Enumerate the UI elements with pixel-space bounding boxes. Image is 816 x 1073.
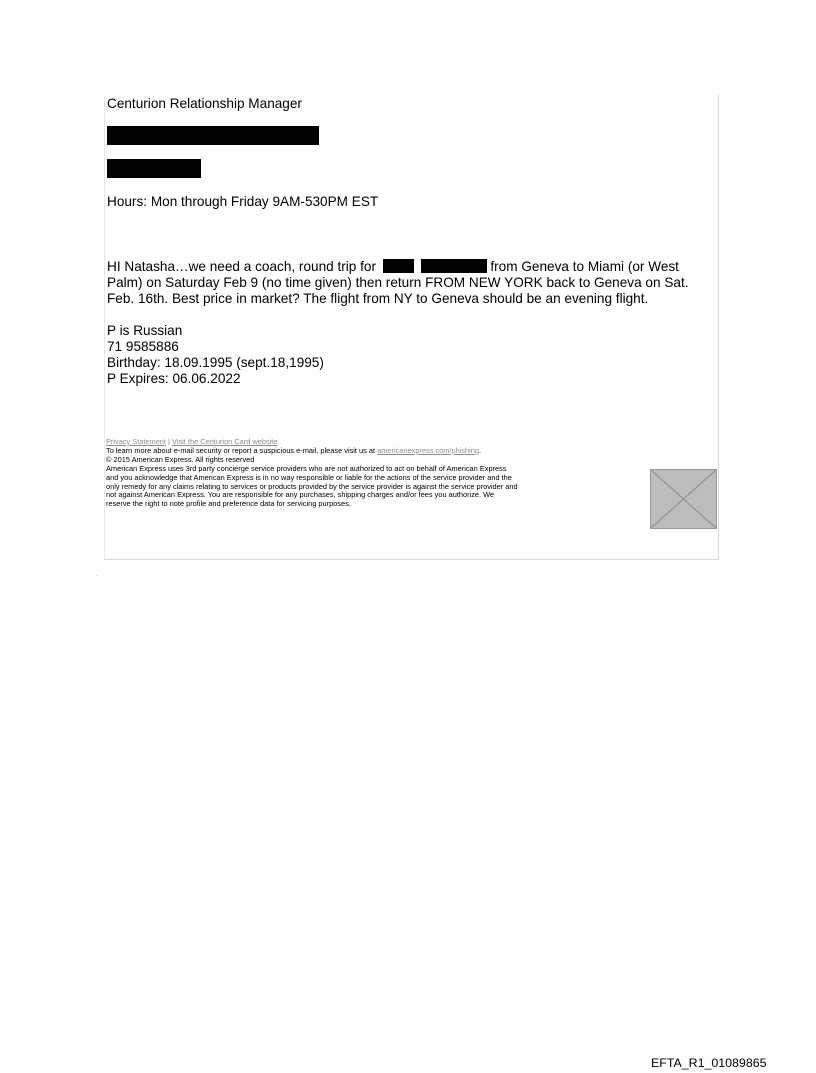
- message-body: [107, 259, 717, 307]
- disclaimer-line: only remedy for any claims relating to services or products provided by the service provider is against the service provider and: [106, 481, 518, 491]
- security-notice-end: .: [479, 445, 482, 455]
- passport-number: 71 9585886: [107, 339, 179, 354]
- message-line-1: [107, 259, 717, 275]
- footer-link-separator: |: [168, 437, 170, 446]
- email-footer: [106, 438, 651, 509]
- passport-birthday: Birthday: 18.09.1995 (sept.18,1995): [107, 355, 324, 370]
- passport-nationality: P is Russian: [107, 323, 183, 338]
- disclaimer-line: reserve the right to note profile and preference data for servicing purposes.: [106, 499, 351, 509]
- disclaimer-line: American Express uses 3rd party concierge service providers who are not authorized to act on behalf of American Express: [106, 463, 507, 473]
- disclaimer-line: and you acknowledge that American Express is in no way responsible or liable for the actions of the service provider and the: [106, 472, 512, 482]
- redaction-inline-first-name: [383, 259, 414, 273]
- missing-image-placeholder-icon: [650, 469, 717, 529]
- copyright-text: © 2015 American Express. All rights reserved: [106, 454, 255, 464]
- stray-mark: ·: [96, 573, 98, 579]
- redaction-bar-name: [107, 126, 319, 145]
- passport-expires: P Expires: 06.06.2022: [107, 371, 241, 386]
- document-id: EFTA_R1_01089865: [651, 1056, 767, 1070]
- sender-title: Centurion Relationship Manager: [107, 96, 302, 111]
- privacy-statement-link[interactable]: Privacy Statement: [106, 437, 166, 446]
- security-notice-text: To learn more about e-mail security or report a suspicious e-mail, please visit us at: [106, 445, 376, 455]
- phishing-link[interactable]: americanexpress.com/phishing: [377, 445, 479, 455]
- redaction-bar-phone: [107, 159, 201, 178]
- message-line-1-end: from Geneva to Miami (or West: [490, 259, 679, 274]
- hours-text: Hours: Mon through Friday 9AM-530PM EST: [107, 194, 379, 209]
- centurion-website-link[interactable]: Visit the Centurion Card website: [172, 437, 278, 446]
- message-line-3: Feb. 16th. Best price in market? The flight from NY to Geneva should be an evening flight.: [107, 291, 649, 306]
- disclaimer-line: not against American Express. You are responsible for any purchases, shipping charges and/or fees you authorize. We: [106, 490, 495, 500]
- passport-details: [107, 323, 324, 387]
- message-line-1-start: HI Natasha…we need a coach, round trip for: [107, 259, 377, 274]
- message-line-2: Palm) on Saturday Feb 9 (no time given) then return FROM NEW YORK back to Geneva on Sat.: [107, 275, 689, 290]
- redaction-inline-last-name: [421, 259, 487, 273]
